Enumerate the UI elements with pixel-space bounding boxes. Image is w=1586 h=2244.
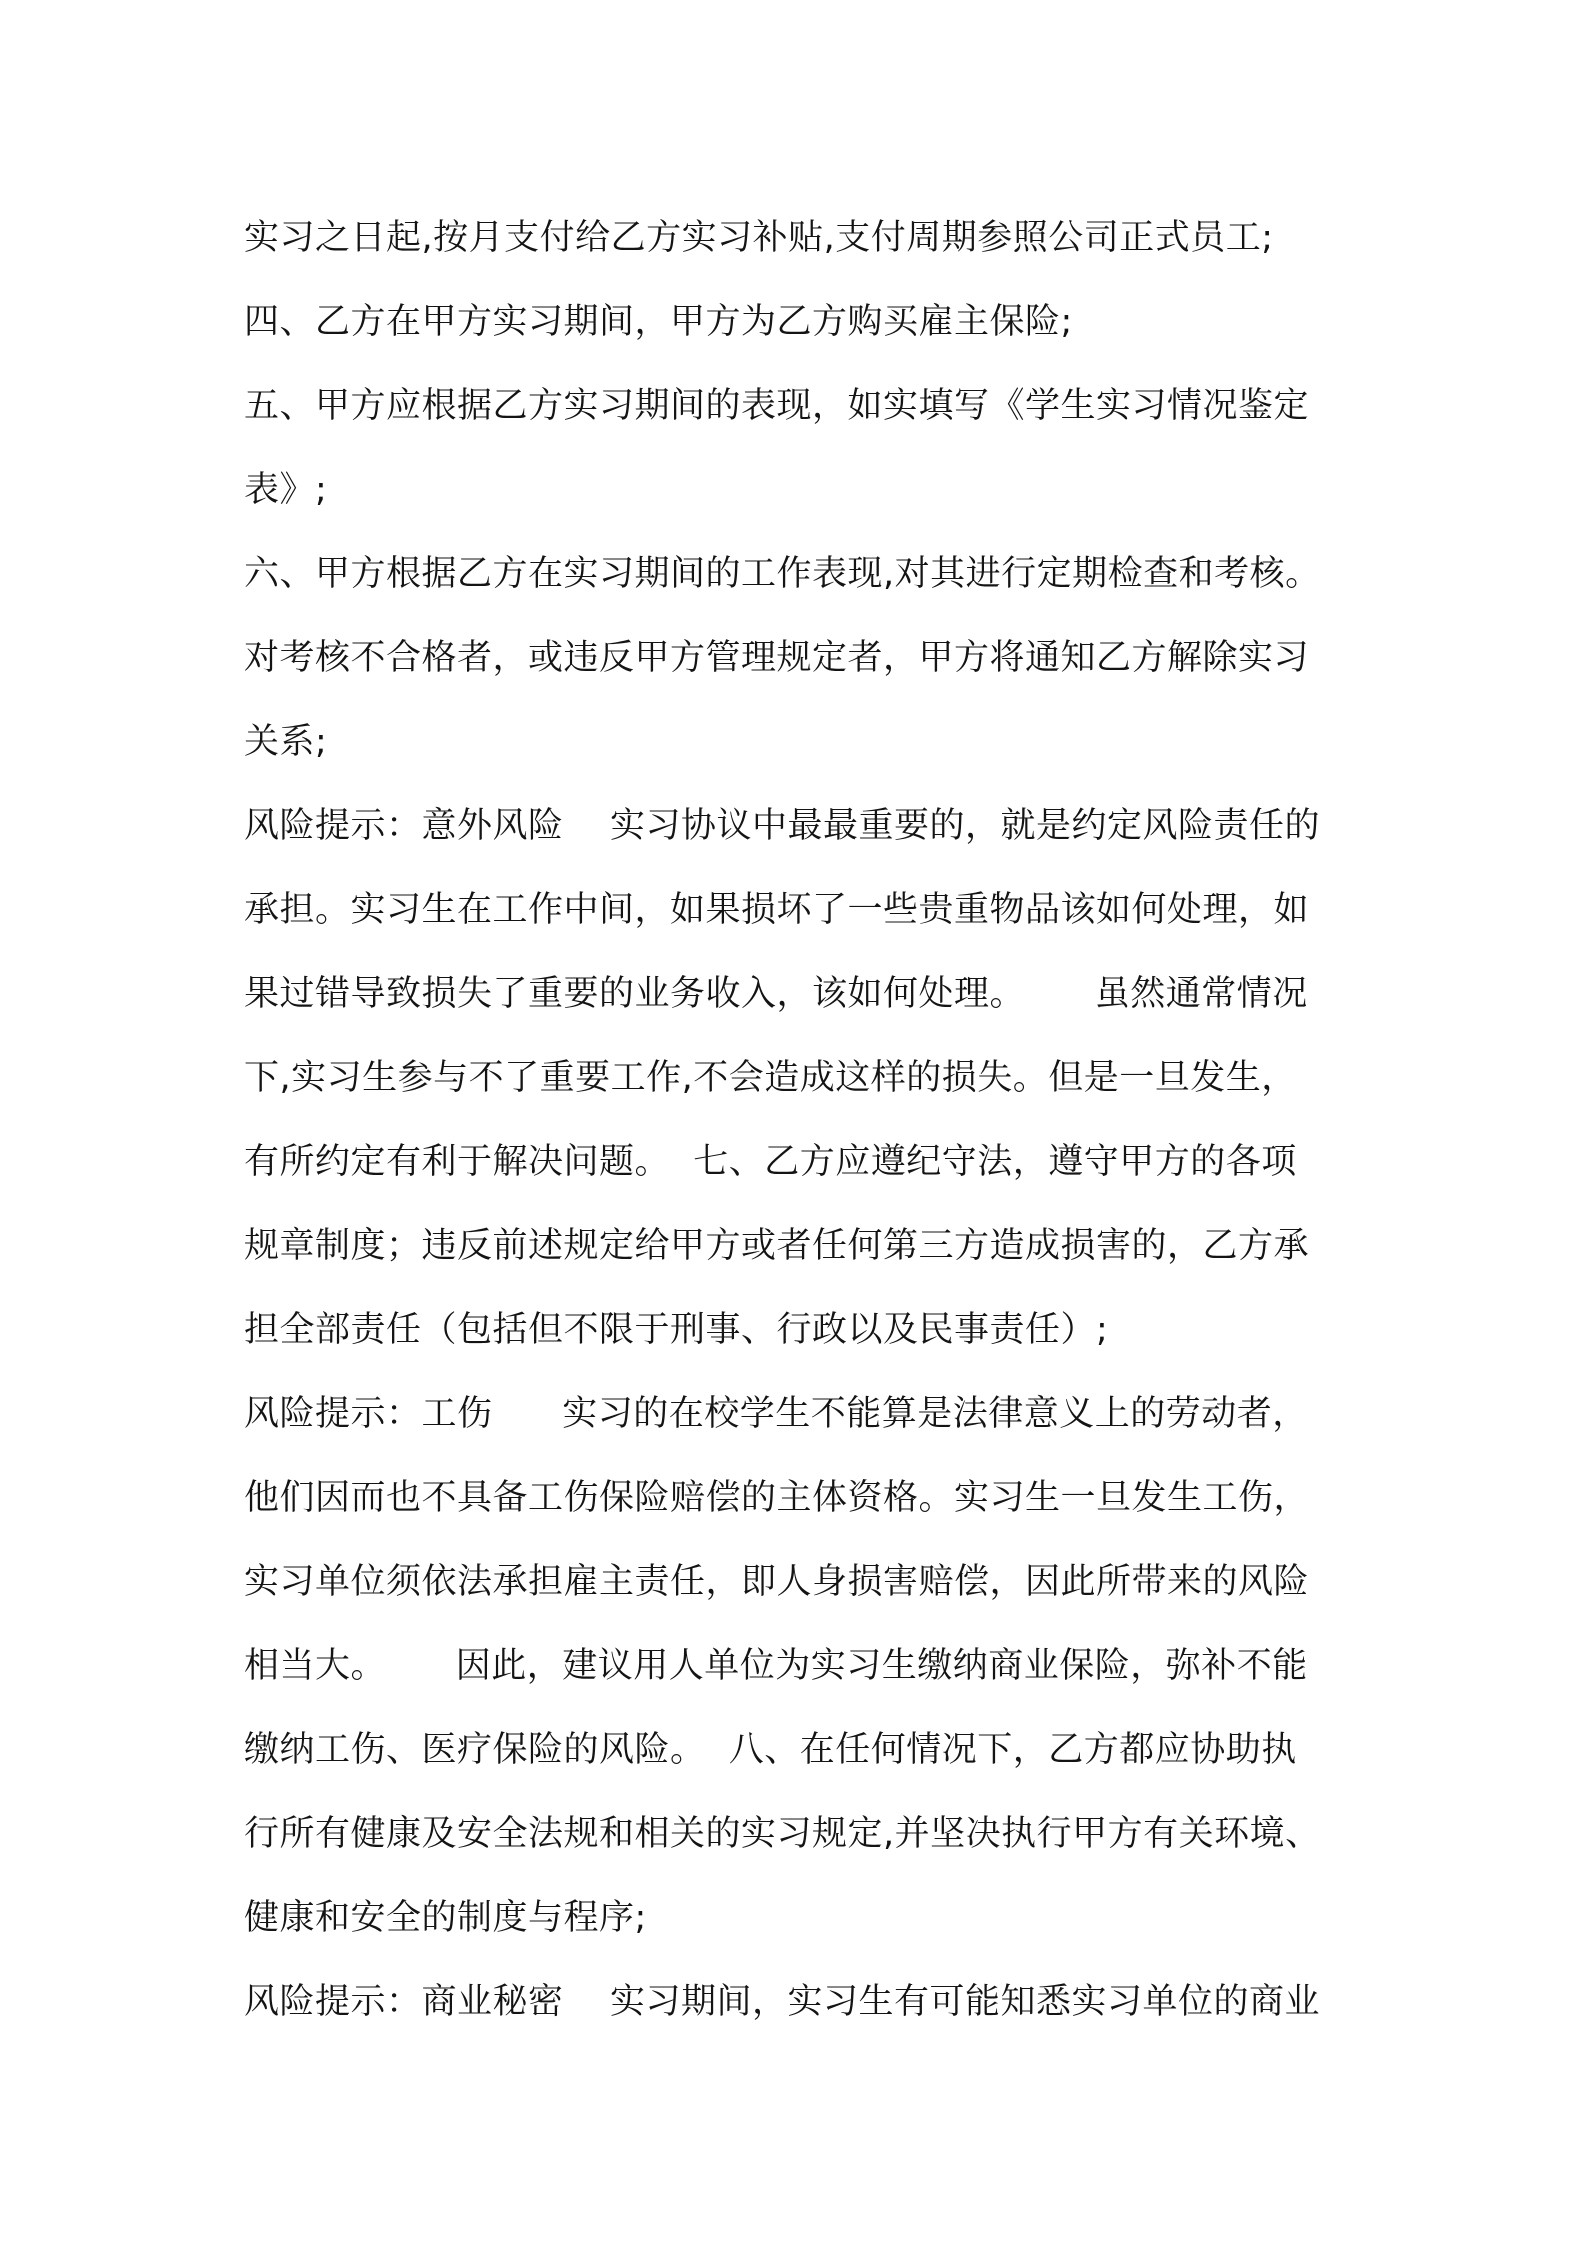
text-line-3: 五、甲方应根据乙方实习期间的表现，如实填写《学生实习情况鉴定: [244, 386, 1310, 426]
text-line-1: 实习之日起,按月支付给乙方实习补贴,支付周期参照公司正式员工;: [244, 218, 1274, 258]
document-body: [244, 196, 1374, 2044]
text-line-11: 下,实习生参与不了重要工作,不会造成这样的损失。但是一旦发生，: [244, 1058, 1297, 1098]
text-line-14: 担全部责任（包括但不限于刑事、行政以及民事责任）;: [244, 1310, 1109, 1350]
text-line-20: 行所有健康及安全法规和相关的实习规定,并坚决执行甲方有关环境、: [244, 1814, 1321, 1854]
text-line-7: 关系;: [244, 722, 328, 762]
text-line-19: 缴纳工伤、医疗保险的风险。 八、在任何情况下，乙方都应协助执: [244, 1730, 1297, 1770]
text-line-16: 他们因而也不具备工伤保险赔偿的主体资格。实习生一旦发生工伤，: [244, 1478, 1310, 1518]
text-line-12: 有所约定有利于解决问题。 七、乙方应遵纪守法，遵守甲方的各项: [244, 1142, 1297, 1182]
text-line-21: 健康和安全的制度与程序;: [244, 1898, 647, 1938]
text-line-8: 风险提示：意外风险 实习协议中最最重要的，就是约定风险责任的: [244, 806, 1321, 846]
text-line-22: 风险提示：商业秘密 实习期间，实习生有可能知悉实习单位的商业: [244, 1982, 1321, 2022]
text-line-15: 风险提示：工伤 实习的在校学生不能算是法律意义上的劳动者，: [244, 1394, 1308, 1434]
text-line-2: 四、乙方在甲方实习期间，甲方为乙方购买雇主保险;: [244, 302, 1073, 342]
text-line-6: 对考核不合格者，或违反甲方管理规定者，甲方将通知乙方解除实习: [244, 638, 1310, 678]
text-line-5: 六、甲方根据乙方在实习期间的工作表现,对其进行定期检查和考核。: [244, 554, 1321, 594]
text-line-10: 果过错导致损失了重要的业务收入，该如何处理。 虽然通常情况: [244, 974, 1308, 1014]
text-line-17: 实习单位须依法承担雇主责任，即人身损害赔偿，因此所带来的风险: [244, 1562, 1310, 1602]
text-line-9: 承担。实习生在工作中间，如果损坏了一些贵重物品该如何处理，如: [244, 890, 1310, 930]
text-line-13: 规章制度；违反前述规定给甲方或者任何第三方造成损害的，乙方承: [244, 1226, 1310, 1266]
text-line-18: 相当大。 因此，建议用人单位为实习生缴纳商业保险，弥补不能: [244, 1646, 1308, 1686]
text-line-4: 表》;: [244, 470, 328, 510]
